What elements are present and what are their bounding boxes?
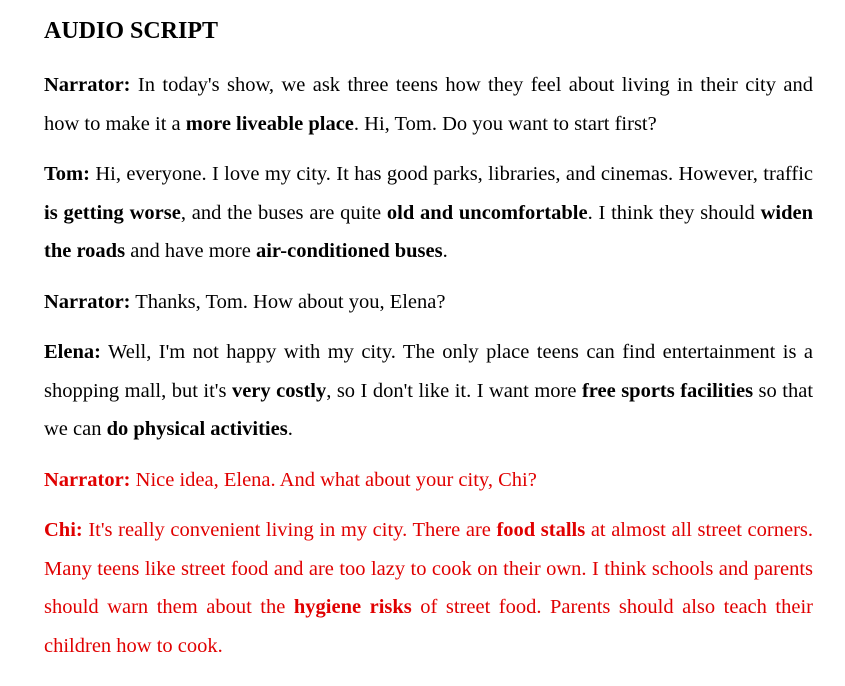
speaker-label: Chi: [44,519,83,541]
dialogue-text: , and the buses are quite [180,201,387,224]
key-phrase: hygiene risks [293,596,412,618]
dialogue-text: Well, I'm not happy with my city. The only place teens can find entertainment is a shopping mall, but it's [44,341,813,402]
dialogue-paragraph [44,461,813,500]
key-phrase: old and uncomfortable [386,201,588,224]
dialogue-text: . Hi, Tom. Do you want to start first? [353,112,657,135]
dialogue-paragraph [44,283,813,322]
page-title: AUDIO SCRIPT [44,18,219,44]
dialogue-paragraph [44,155,813,271]
speaker-label: Tom: [44,163,90,185]
dialogue-text: Hi, everyone. I love my city. It has good parks, libraries, and cinemas. However, traffic [89,163,813,185]
dialogue-text: . [287,418,293,440]
key-phrase: very costly [231,379,327,402]
dialogue-text: . I think they should [587,201,761,224]
key-phrase: is getting worse [44,201,181,224]
dialogue-text: of street food. Parents should also teach their children how to cook. [44,596,813,657]
speaker-label: Narrator: [44,74,131,96]
key-phrase: do physical activities [106,418,288,440]
key-phrase: food stalls [496,519,586,541]
speaker-label: Narrator: [44,468,131,491]
dialogue-paragraph [44,511,813,665]
speaker-label: Narrator: [44,290,131,313]
dialogue-text: In today's show, we ask three teens how they feel about living in their city and how to make it a [44,74,813,135]
key-phrase: free sports facilities [581,379,754,402]
speaker-label: Elena: [44,341,101,363]
key-phrase: widen the roads [44,201,813,262]
key-phrase: air-conditioned buses [255,240,443,262]
dialogue-text: at almost all street corners. Many teens like street food and are too lazy to cook on their own. I think schools and parents should warn them about the [44,519,813,618]
key-phrase: more liveable place [185,112,354,135]
dialogue-text: Nice idea, Elena. And what about your city, Chi? [130,468,537,491]
dialogue-text: so that we can [44,379,814,440]
dialogue-text: , so I don't like it. I want more [326,379,582,402]
dialogue-text: It's really convenient living in my city. There are [82,519,497,541]
dialogue-text: . [442,240,448,262]
dialogue-paragraph [44,66,813,143]
dialogue-text: Thanks, Tom. How about you, Elena? [130,290,446,313]
dialogue-paragraph [44,333,813,449]
script-body [44,66,813,665]
dialogue-text: and have more [125,240,256,262]
